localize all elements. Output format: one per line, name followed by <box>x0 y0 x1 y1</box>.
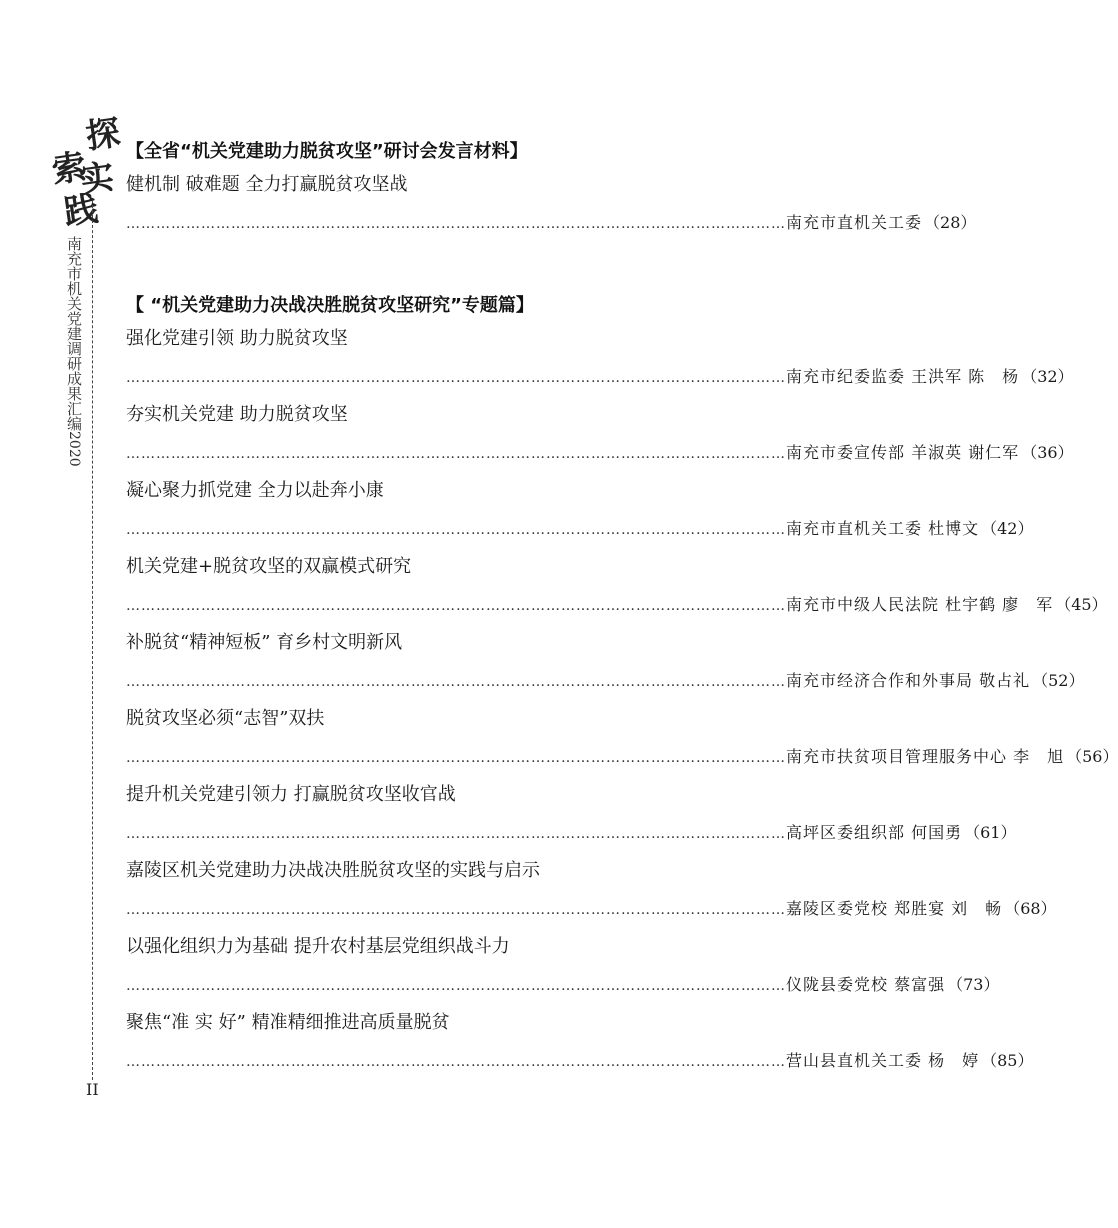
toc-section <box>126 138 977 242</box>
entry-author-line <box>126 662 1085 700</box>
entry-title: 强化党建引领 助力脱贫攻坚 <box>126 328 348 349</box>
leader-dots: …………………………………………………………………………………………………………………… <box>126 978 786 994</box>
leader-dots: …………………………………………………………………………………………………………………… <box>126 446 786 462</box>
toc-entry[interactable] <box>126 776 1017 852</box>
entry-author-line <box>126 1042 1034 1080</box>
entry-page: （56） <box>1066 747 1118 766</box>
logo-char: 探 <box>83 112 123 158</box>
entry-author: 嘉陵区委党校 郑胜宴 刘 畅 <box>786 899 1003 918</box>
book-title: 南充市机关党建调研成果汇编 <box>65 236 83 431</box>
entry-author-line <box>126 966 1000 1004</box>
entry-author-line <box>126 586 1108 624</box>
toc-entry[interactable] <box>126 472 1034 548</box>
leader-dots: …………………………………………………………………………………………………………………… <box>126 902 786 918</box>
leader-dots: …………………………………………………………………………………………………………………… <box>126 522 786 538</box>
entry-page: （36） <box>1021 443 1074 462</box>
entry-author: 仪陇县委党校 蔡富强 <box>786 975 946 994</box>
toc-entry[interactable] <box>126 320 1074 396</box>
entry-author: 南充市直机关工委 <box>786 213 923 232</box>
leader-dots: …………………………………………………………………………………………………………………… <box>126 598 786 614</box>
entry-title: 嘉陵区机关党建助力决战决胜脱贫攻坚的实践与启示 <box>126 860 540 881</box>
entry-author: 南充市扶贫项目管理服务中心 李 旭 <box>786 747 1065 766</box>
page-number: II <box>86 1080 99 1099</box>
entry-title: 补脱贫“精神短板” 育乡村文明新风 <box>126 632 403 653</box>
toc-entry[interactable] <box>126 166 977 242</box>
book-year: 2020 <box>66 431 82 467</box>
logo-char: 索 <box>49 146 89 192</box>
entry-author-line <box>126 204 977 242</box>
leader-dots: …………………………………………………………………………………………………………………… <box>126 1054 786 1070</box>
book-series-logo <box>49 112 123 234</box>
entry-title: 聚焦“准 实 好” 精准精细推进高质量脱贫 <box>126 1012 450 1033</box>
entry-title: 健机制 破难题 全力打赢脱贫攻坚战 <box>126 174 408 195</box>
section-heading: 【全省“机关党建助力脱贫攻坚”研讨会发言材料】 <box>126 141 528 162</box>
toc-entry[interactable] <box>126 548 1108 624</box>
entry-page: （68） <box>1004 899 1057 918</box>
toc-section <box>126 292 1118 1080</box>
entry-page: （85） <box>981 1051 1034 1070</box>
toc-entry[interactable] <box>126 396 1074 472</box>
leader-dots: …………………………………………………………………………………………………………………… <box>126 674 786 690</box>
entry-author: 南充市直机关工委 杜博文 <box>786 519 980 538</box>
toc-entry[interactable] <box>126 700 1118 776</box>
entry-author: 南充市纪委监委 王洪军 陈 杨 <box>786 367 1020 386</box>
entry-author-line <box>126 890 1057 928</box>
entry-author-line <box>126 510 1034 548</box>
margin-divider <box>92 200 93 1080</box>
toc-entry[interactable] <box>126 624 1085 700</box>
entry-page: （45） <box>1055 595 1108 614</box>
entry-title: 脱贫攻坚必须“志智”双扶 <box>126 708 325 729</box>
entry-author: 营山县直机关工委 杨 婷 <box>786 1051 980 1070</box>
entry-author-line <box>126 814 1017 852</box>
entry-title: 以强化组织力为基础 提升农村基层党组织战斗力 <box>126 936 510 957</box>
leader-dots: …………………………………………………………………………………………………………………… <box>126 750 786 766</box>
toc-entry[interactable] <box>126 1004 1034 1080</box>
toc-entry[interactable] <box>126 928 1000 1004</box>
book-vertical-title <box>62 236 84 467</box>
entry-title: 提升机关党建引领力 打赢脱贫攻坚收官战 <box>126 784 456 805</box>
entry-title: 机关党建+脱贫攻坚的双赢模式研究 <box>126 556 412 577</box>
entry-author-line <box>126 738 1118 776</box>
section-heading: 【 “机关党建助力决战决胜脱贫攻坚研究”专题篇】 <box>126 295 534 316</box>
entry-author: 南充市经济合作和外事局 敬占礼 <box>786 671 1031 690</box>
leader-dots: …………………………………………………………………………………………………………………… <box>126 826 786 842</box>
logo-char: 践 <box>61 188 101 234</box>
toc-entry[interactable] <box>126 852 1057 928</box>
entry-author-line <box>126 434 1074 472</box>
leader-dots: …………………………………………………………………………………………………………………… <box>126 216 786 232</box>
leader-dots: …………………………………………………………………………………………………………………… <box>126 370 786 386</box>
entry-page: （52） <box>1032 671 1085 690</box>
entry-author-line <box>126 358 1074 396</box>
entry-title: 夯实机关党建 助力脱贫攻坚 <box>126 404 348 425</box>
entry-author: 南充市委宣传部 羊淑英 谢仁军 <box>786 443 1020 462</box>
table-of-contents <box>126 138 1118 1080</box>
logo-char: 实 <box>77 156 117 202</box>
entry-author: 南充市中级人民法院 杜宇鹤 廖 军 <box>786 595 1054 614</box>
entry-author: 高坪区委组织部 何国勇 <box>786 823 963 842</box>
entry-title: 凝心聚力抓党建 全力以赴奔小康 <box>126 480 384 501</box>
entry-page: （61） <box>964 823 1017 842</box>
entry-page: （73） <box>947 975 1000 994</box>
entry-page: （42） <box>981 519 1034 538</box>
entry-page: （28） <box>924 213 977 232</box>
entry-page: （32） <box>1021 367 1074 386</box>
